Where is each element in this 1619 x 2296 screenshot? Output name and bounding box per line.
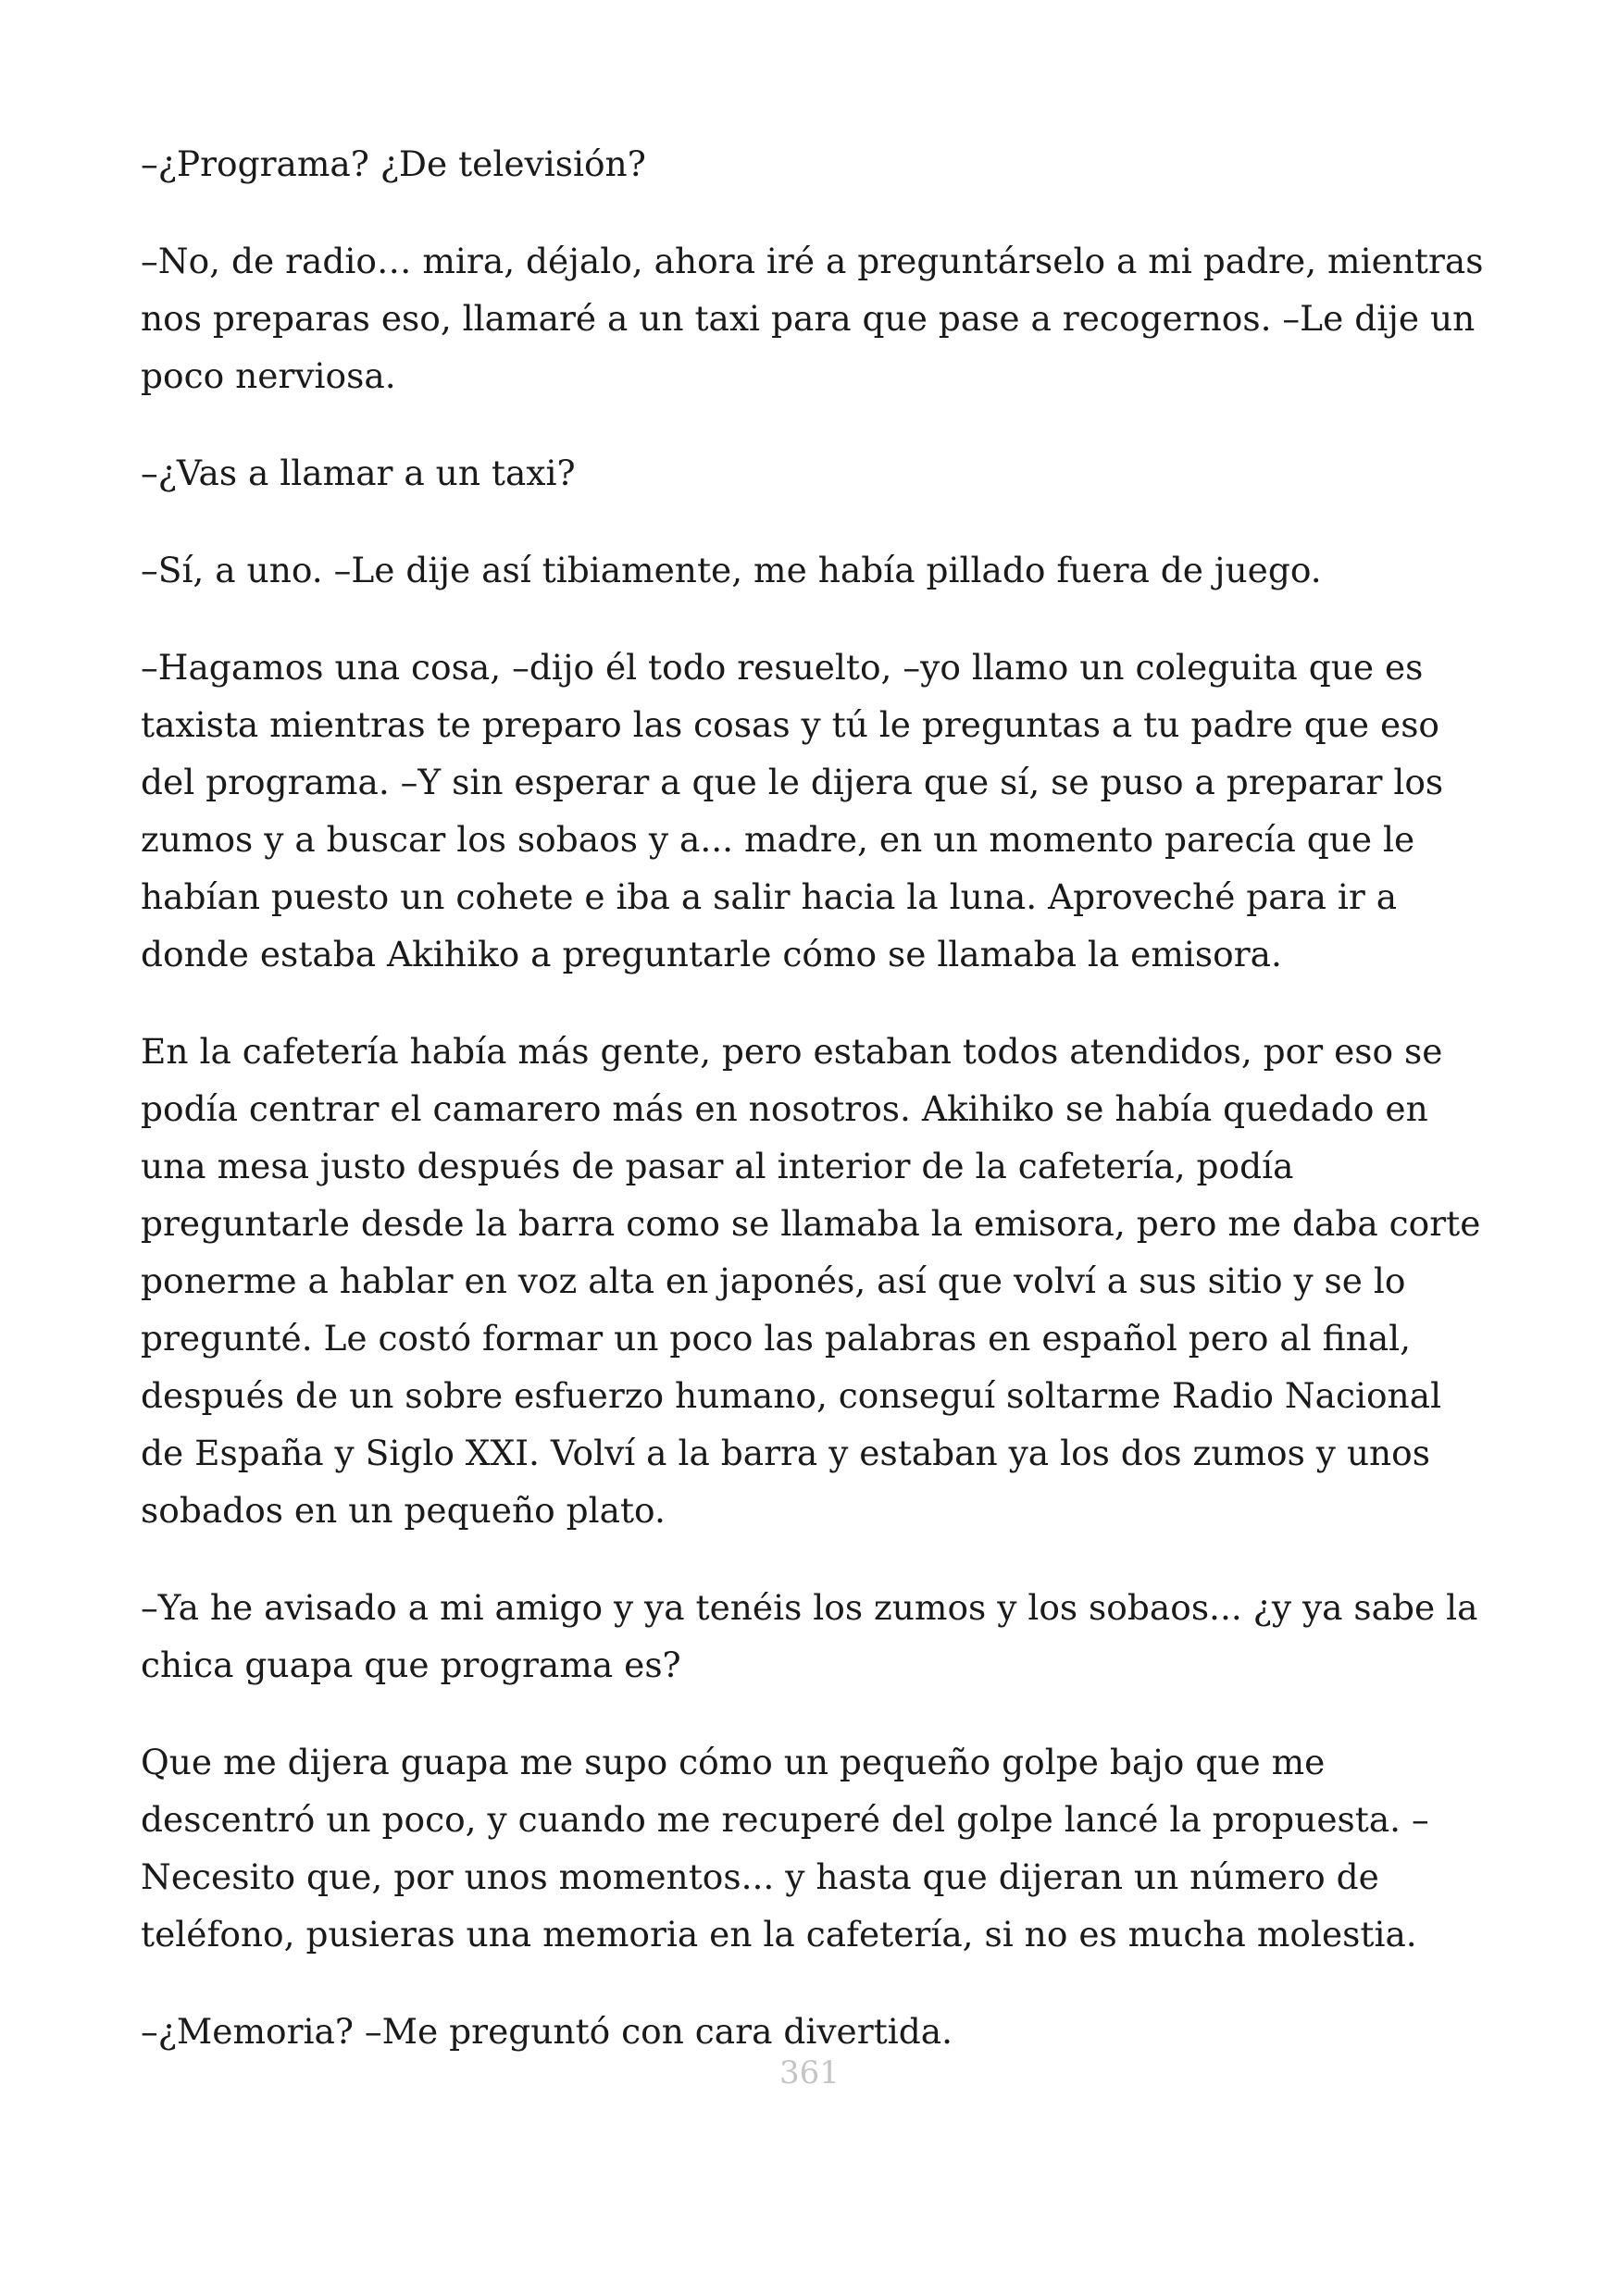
paragraph: En la cafetería había más gente, pero estaban todos atendidos, por eso se podía centrar el camarero más en nosotros. Akihiko se había quedado en una mesa justo después de pasar al interior de la cafetería, podía preguntarle desde la barra como se llamaba la emisora, pero me daba corte ponerme a hablar en voz alta en japonés, así que volví a sus sitio y se lo pregunté. Le costó formar un poco las palabras en español pero al final, después de un sobre esfuerzo humano, conseguí soltarme Radio Nacional de España y Siglo XXI. Volví a la barra y estaban ya los dos zumos y unos sobados en un pequeño plato.: [141, 1031, 1481, 1531]
paragraph: –Sí, a uno. –Le dije así tibiamente, me había pillado fuera de juego.: [141, 550, 1322, 590]
paragraph: –¿Programa? ¿De televisión?: [141, 143, 646, 184]
paragraph: –No, de radio… mira, déjalo, ahora iré a preguntárselo a mi padre, mientras nos preparas eso, llamaré a un taxi para que pase a recogernos. –Le dije un poco nerviosa.: [141, 241, 1484, 396]
paragraph: –Hagamos una cosa, –dijo él todo resuelto, –yo llamo un coleguita que es taxista mientras te preparo las cosas y tú le preguntas a tu padre que eso del programa. –Y sin esperar a que le dijera que sí, se puso a preparar los zumos y a buscar los sobaos y a... madre, en un momento parecía que le habían puesto un cohete e iba a salir hacia la luna. Aproveché para ir a donde estaba Akihiko a preguntarle cómo se llamaba la emisora.: [141, 647, 1444, 974]
paragraph: –Ya he avisado a mi amigo y ya tenéis los zumos y los sobaos... ¿y ya sabe la chica guapa que programa es?: [141, 1587, 1478, 1685]
body-text: [141, 135, 1492, 2100]
paragraph: Que me dijera guapa me supo cómo un pequeño golpe bajo que me descentró un poco, y cuando me recuperé del golpe lancé la propuesta. –Necesito que, por unos momentos... y hasta que dijeran un número de teléfono, pusieras una memoria en la cafetería, si no es mucha molestia.: [141, 1742, 1429, 1955]
paragraph: –¿Memoria? –Me preguntó con cara divertida.: [141, 2011, 953, 2052]
paragraph: –¿Vas a llamar a un taxi?: [141, 453, 576, 493]
page-number: 361: [779, 2054, 840, 2091]
